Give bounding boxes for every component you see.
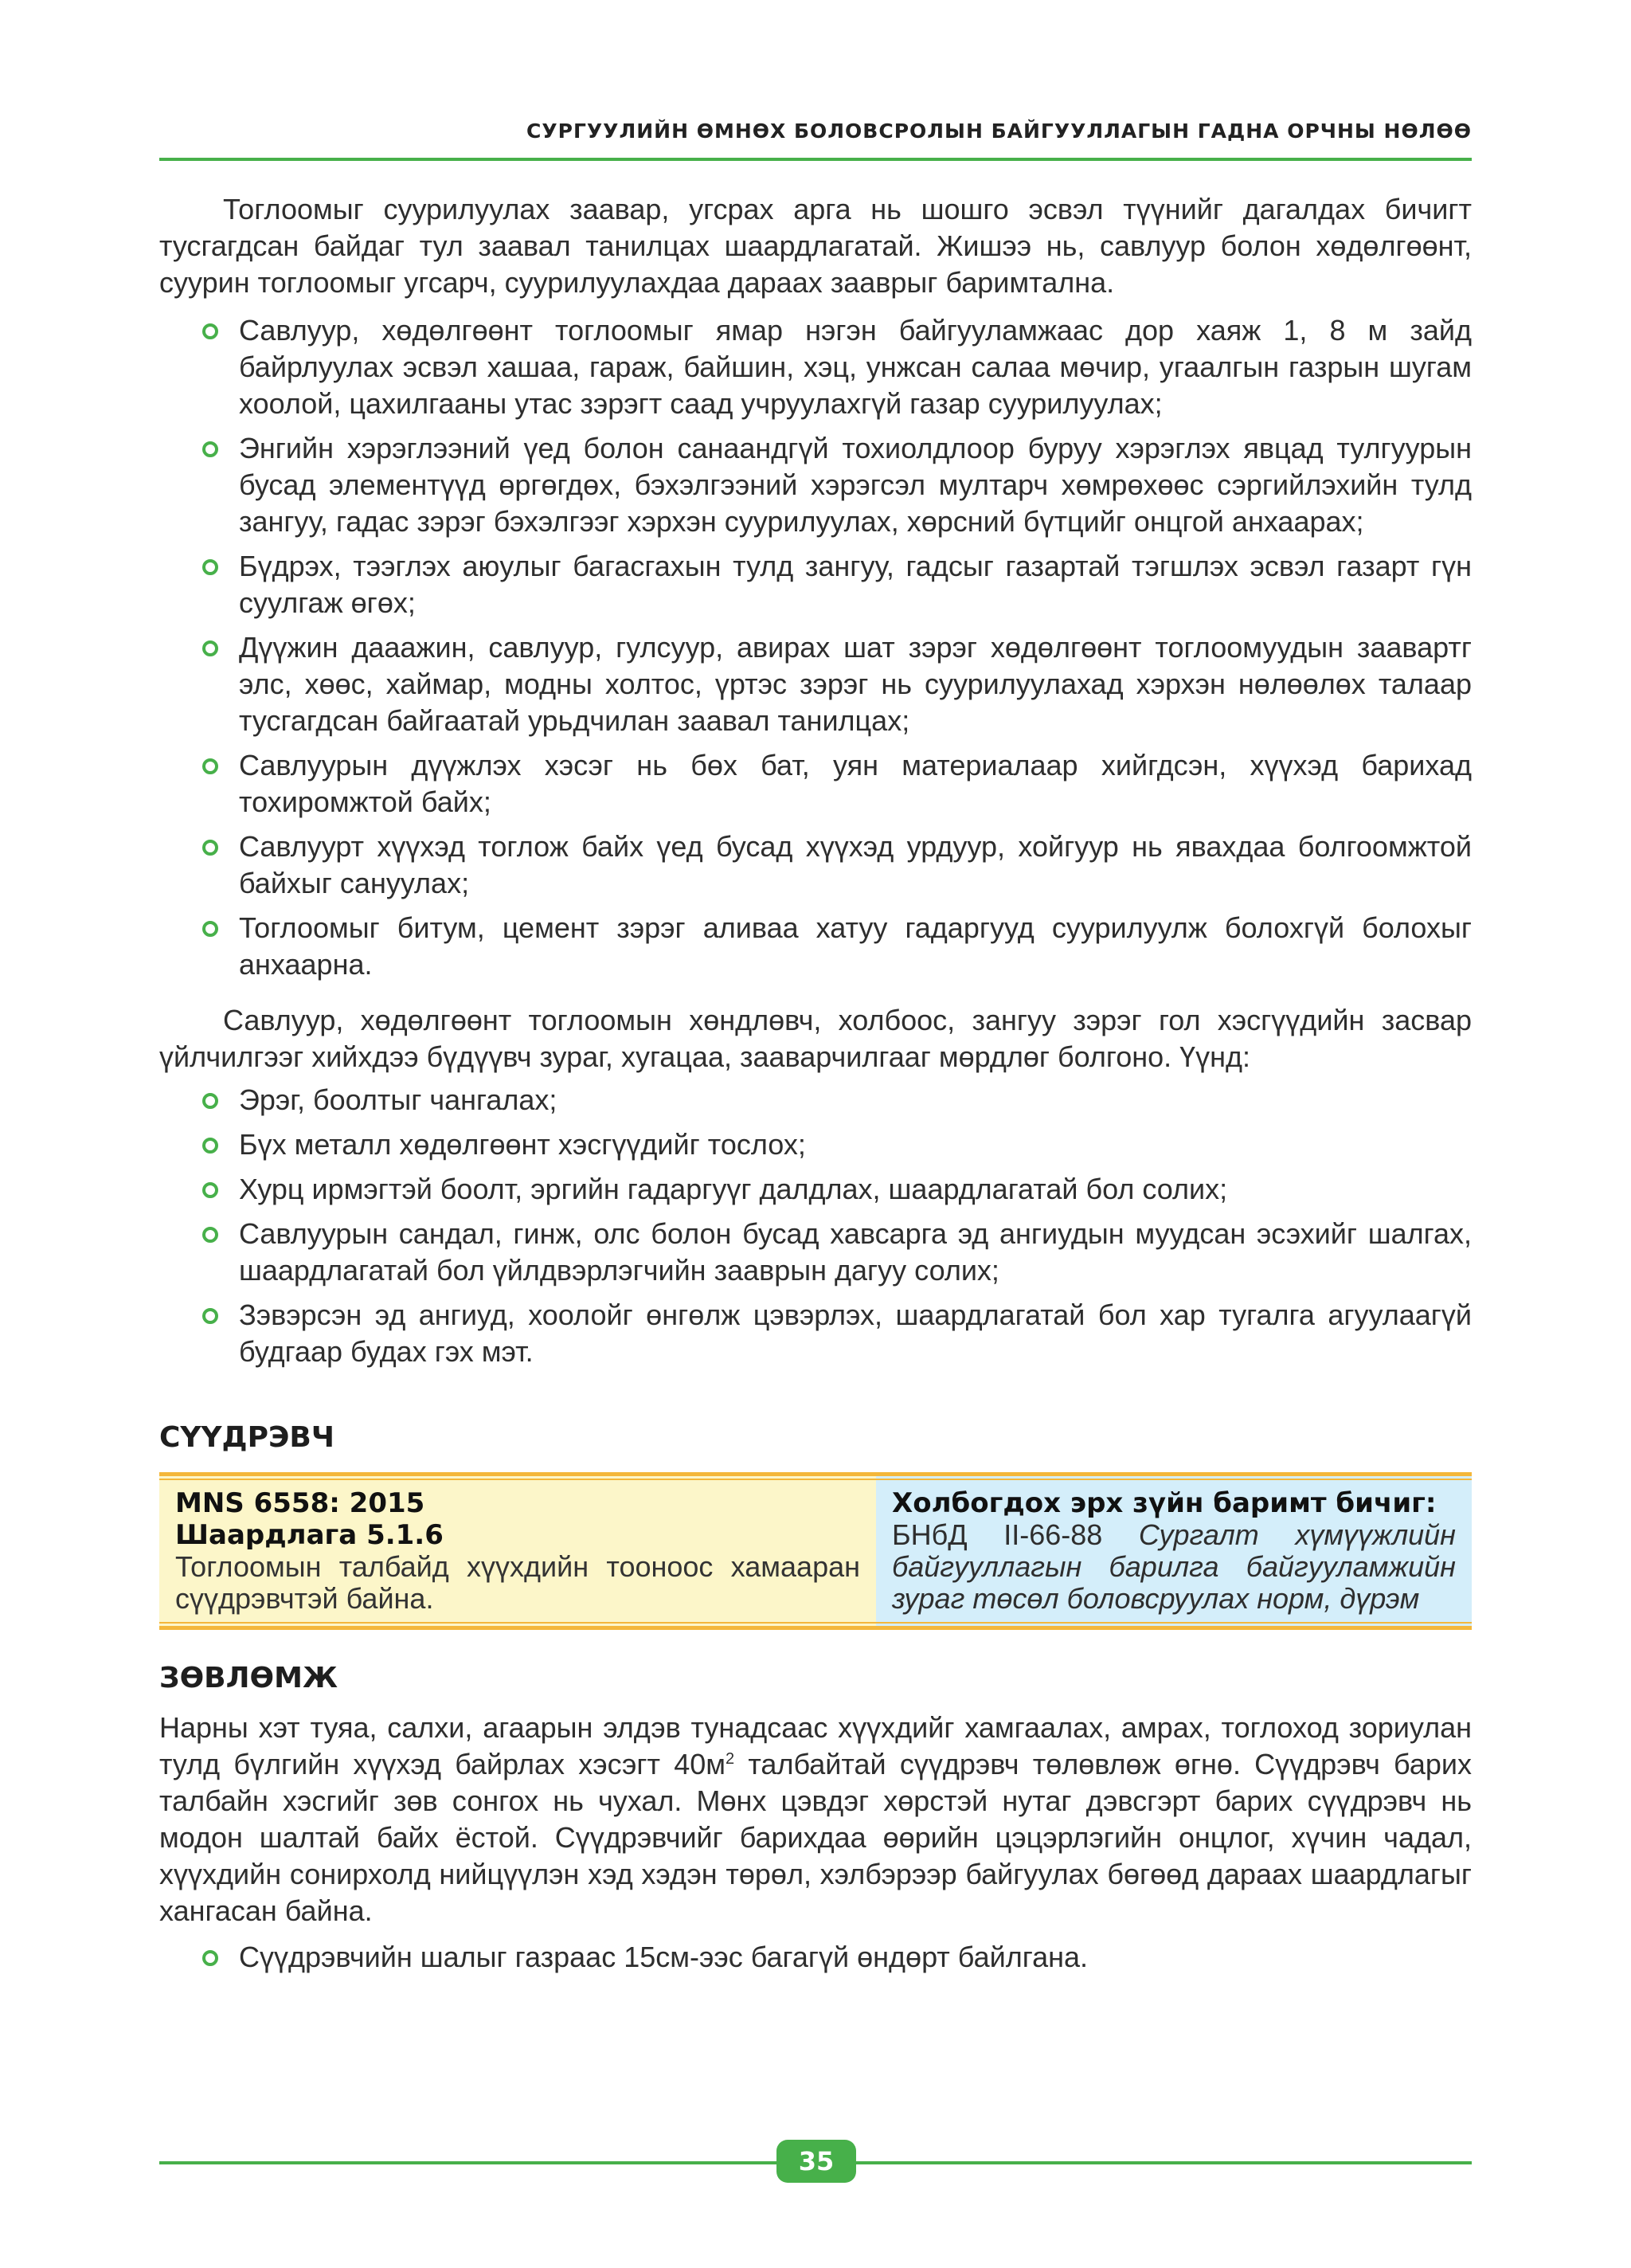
requirement-box: [159, 1472, 1472, 1630]
bullet-circle-icon: [202, 1138, 218, 1154]
list-item: Бүдрэх, тээглэх аюулыг багасгахын тулд зангуу, гадсыг газартай тэгшлэх эсвэл газарт гүн суулгаж өгөх;: [159, 548, 1472, 621]
bullet-circle-icon: [202, 640, 218, 656]
recommendation-list: [159, 1939, 1472, 1976]
recommendation-paragraph: Нарны хэт туяа, салхи, агаарын элдэв тунадсаас хүүхдийг хамгаалах, амрах, тоглоход зориулан тулд бүлгийн хүүхэд байрлах хэсэгт $40м^2$ талбайтай сүүдрэвч төлөвлөж өгнө. Сүүдрэвч барих талбайн хэсгийг зөв сонгох нь чухал. Мөнх цэвдэг хөрстэй нутаг дэвсгэрт барих сүүдрэвч нь модон шалтай байх ёстой. Сүүдрэвчийг барихдаа өөрийн цэцэрлэгийн онцлог, хүчин чадал, хүүхдийн сонирхолд нийцүүлэн хэд хэдэн төрөл, хэлбэрээр байгуулах бөгөөд дараах шаардлагыг хангасан байна.: [159, 1711, 1473, 1927]
bullet-circle-icon: [202, 559, 218, 575]
requirement-clause: Шаардлага 5.1.6: [175, 1519, 444, 1551]
running-header: СУРГУУЛИЙН ӨМНӨХ БОЛОВСРОЛЫН БАЙГУУЛЛАГЫН ГАДНА ОРЧНЫ НӨЛӨӨ: [526, 119, 1472, 143]
bullet-circle-icon: [202, 441, 218, 457]
list-item: Сүүдрэвчийн шалыг газраас 15см-ээс багагүй өндөрт байлгана.: [159, 1939, 1472, 1976]
bullet-circle-icon: [202, 1950, 218, 1966]
maintenance-list: [159, 1082, 1472, 1370]
header-divider: [159, 158, 1472, 161]
related-document-name: Сургалт хүмүүжлийн байгууллагын барилга байгууламжийн зураг төсөл боловсруулах норм, дүрэм: [892, 1518, 1456, 1615]
bullet-circle-icon: [202, 1093, 218, 1109]
bullet-circle-icon: [202, 1182, 218, 1198]
installation-list: [159, 312, 1472, 983]
footer-divider-right: [856, 2161, 1472, 2164]
section-title-shade: СҮҮДРЭВЧ: [159, 1421, 334, 1454]
requirement-text: Тоглоомын талбайд хүүхдийн тооноос хамааран сүүдрэвчтэй байна.: [175, 1550, 860, 1615]
related-document-panel: [876, 1476, 1472, 1626]
list-item: Бүх металл хөдөлгөөнт хэсгүүдийг тослох;: [159, 1126, 1472, 1163]
list-item: Тоглоомыг битум, цемент зэрэг аливаа хатуу гадаргууд суурилуулж болохгүй болохыг анхаарна.: [159, 910, 1472, 983]
list-item: Хурц ирмэгтэй боолт, эргийн гадаргуүг далдлах, шаардлагатай бол солих;: [159, 1171, 1472, 1208]
standard-code: MNS 6558: 2015: [175, 1487, 425, 1519]
list-item: Эрэг, боолтыг чангалах;: [159, 1082, 1472, 1118]
list-item: Савлуур, хөдөлгөөнт тоглоомыг ямар нэгэн байгууламжаас дор хаяж 1, 8 м зайд байрлуулах эсвэл хашаа, гараж, байшин, хэц, унжсан салаа мөчир, угаалгын газрын шугам хоолой, цахилгааны утас зэрэгт саад учруулахгүй газар суурилуулах;: [159, 312, 1472, 422]
bullet-circle-icon: [202, 758, 218, 774]
list-item: Савлуурт хүүхэд тоглож байх үед бусад хүүхэд урдуур, хойгуур нь явахдаа болгоомжтой байхыг сануулах;: [159, 828, 1472, 902]
footer-divider-left: [159, 2161, 776, 2164]
list-item: Энгийн хэрэглээний үед болон санаандгүй тохиолдлоор буруу хэрэглэх явцад тулгуурын бусад элементүүд өргөгдөх, бэхэлгээний хэрэгсэл мултарч хөмрөхөөс сэргийлэхийн тулд зангуу, гадас зэрэг бэхэлгээг хэрхэн суурилуулах, хөрсний бүтцийг онцгой анхаарах;: [159, 430, 1472, 540]
related-document-title: Холбогдох эрх зүйн баримт бичиг:: [892, 1487, 1437, 1519]
list-item: Дүүжин дааажин, савлуур, гулсуур, авирах шат зэрэг хөдөлгөөнт тоглоомуудын заавартг элс, хөөс, хаймар, модны холтос, үртэс зэрэг нь суурилуулахад хэрхэн нөлөөлөх талаар тусгагдсан байгаатай урьдчилан заавал танилцах;: [159, 629, 1472, 739]
bullet-circle-icon: [202, 323, 218, 339]
section-title-recommendation: ЗӨВЛӨМЖ: [159, 1662, 338, 1694]
list-item: Зэвэрсэн эд ангиуд, хоолойг өнгөлж цэвэрлэх, шаардлагатай бол хар тугалга агуулаагүй будгаар будах гэх мэт.: [159, 1297, 1472, 1370]
page-number: 35: [776, 2140, 856, 2183]
bullet-circle-icon: [202, 1308, 218, 1324]
requirement-panel: [159, 1476, 876, 1626]
bullet-circle-icon: [202, 1227, 218, 1243]
bullet-circle-icon: [202, 840, 218, 856]
related-document-code: БНбД II-66-88: [892, 1518, 1103, 1551]
intro-paragraph: Тоглоомыг суурилуулах заавар, угсрах арга нь шошго эсвэл түүнийг дагалдах бичигт тусгагдсан байдаг тул заавал танилцах шаардлагатай. Жишээ нь, савлуур болон хөдөлгөөнт, суурин тоглоомыг угсарч, суурилуулахдаа дараах зааврыг баримтална.: [159, 193, 1472, 299]
list-item: Савлуурын дүүжлэх хэсэг нь бөх бат, уян материалаар хийгдсэн, хүүхэд барихад тохиромжтой байх;: [159, 747, 1472, 821]
maintenance-paragraph: Савлуур, хөдөлгөөнт тоглоомын хөндлөвч, холбоос, зангуу зэрэг гол хэсгүүдийн засвар үйлчилгээг хийхдээ бүдүүвч зураг, хугацаа, зааварчилгааг мөрдлөг болгоно. Үүнд:: [159, 1004, 1472, 1073]
list-item: Савлуурын сандал, гинж, олс болон бусад хавсарга эд ангиудын муудсан эсэхийг шалгах, шаардлагатай бол үйлдвэрлэгчийн зааврын дагуу солих;: [159, 1216, 1472, 1289]
bullet-circle-icon: [202, 921, 218, 937]
page-content: [159, 191, 1472, 1984]
